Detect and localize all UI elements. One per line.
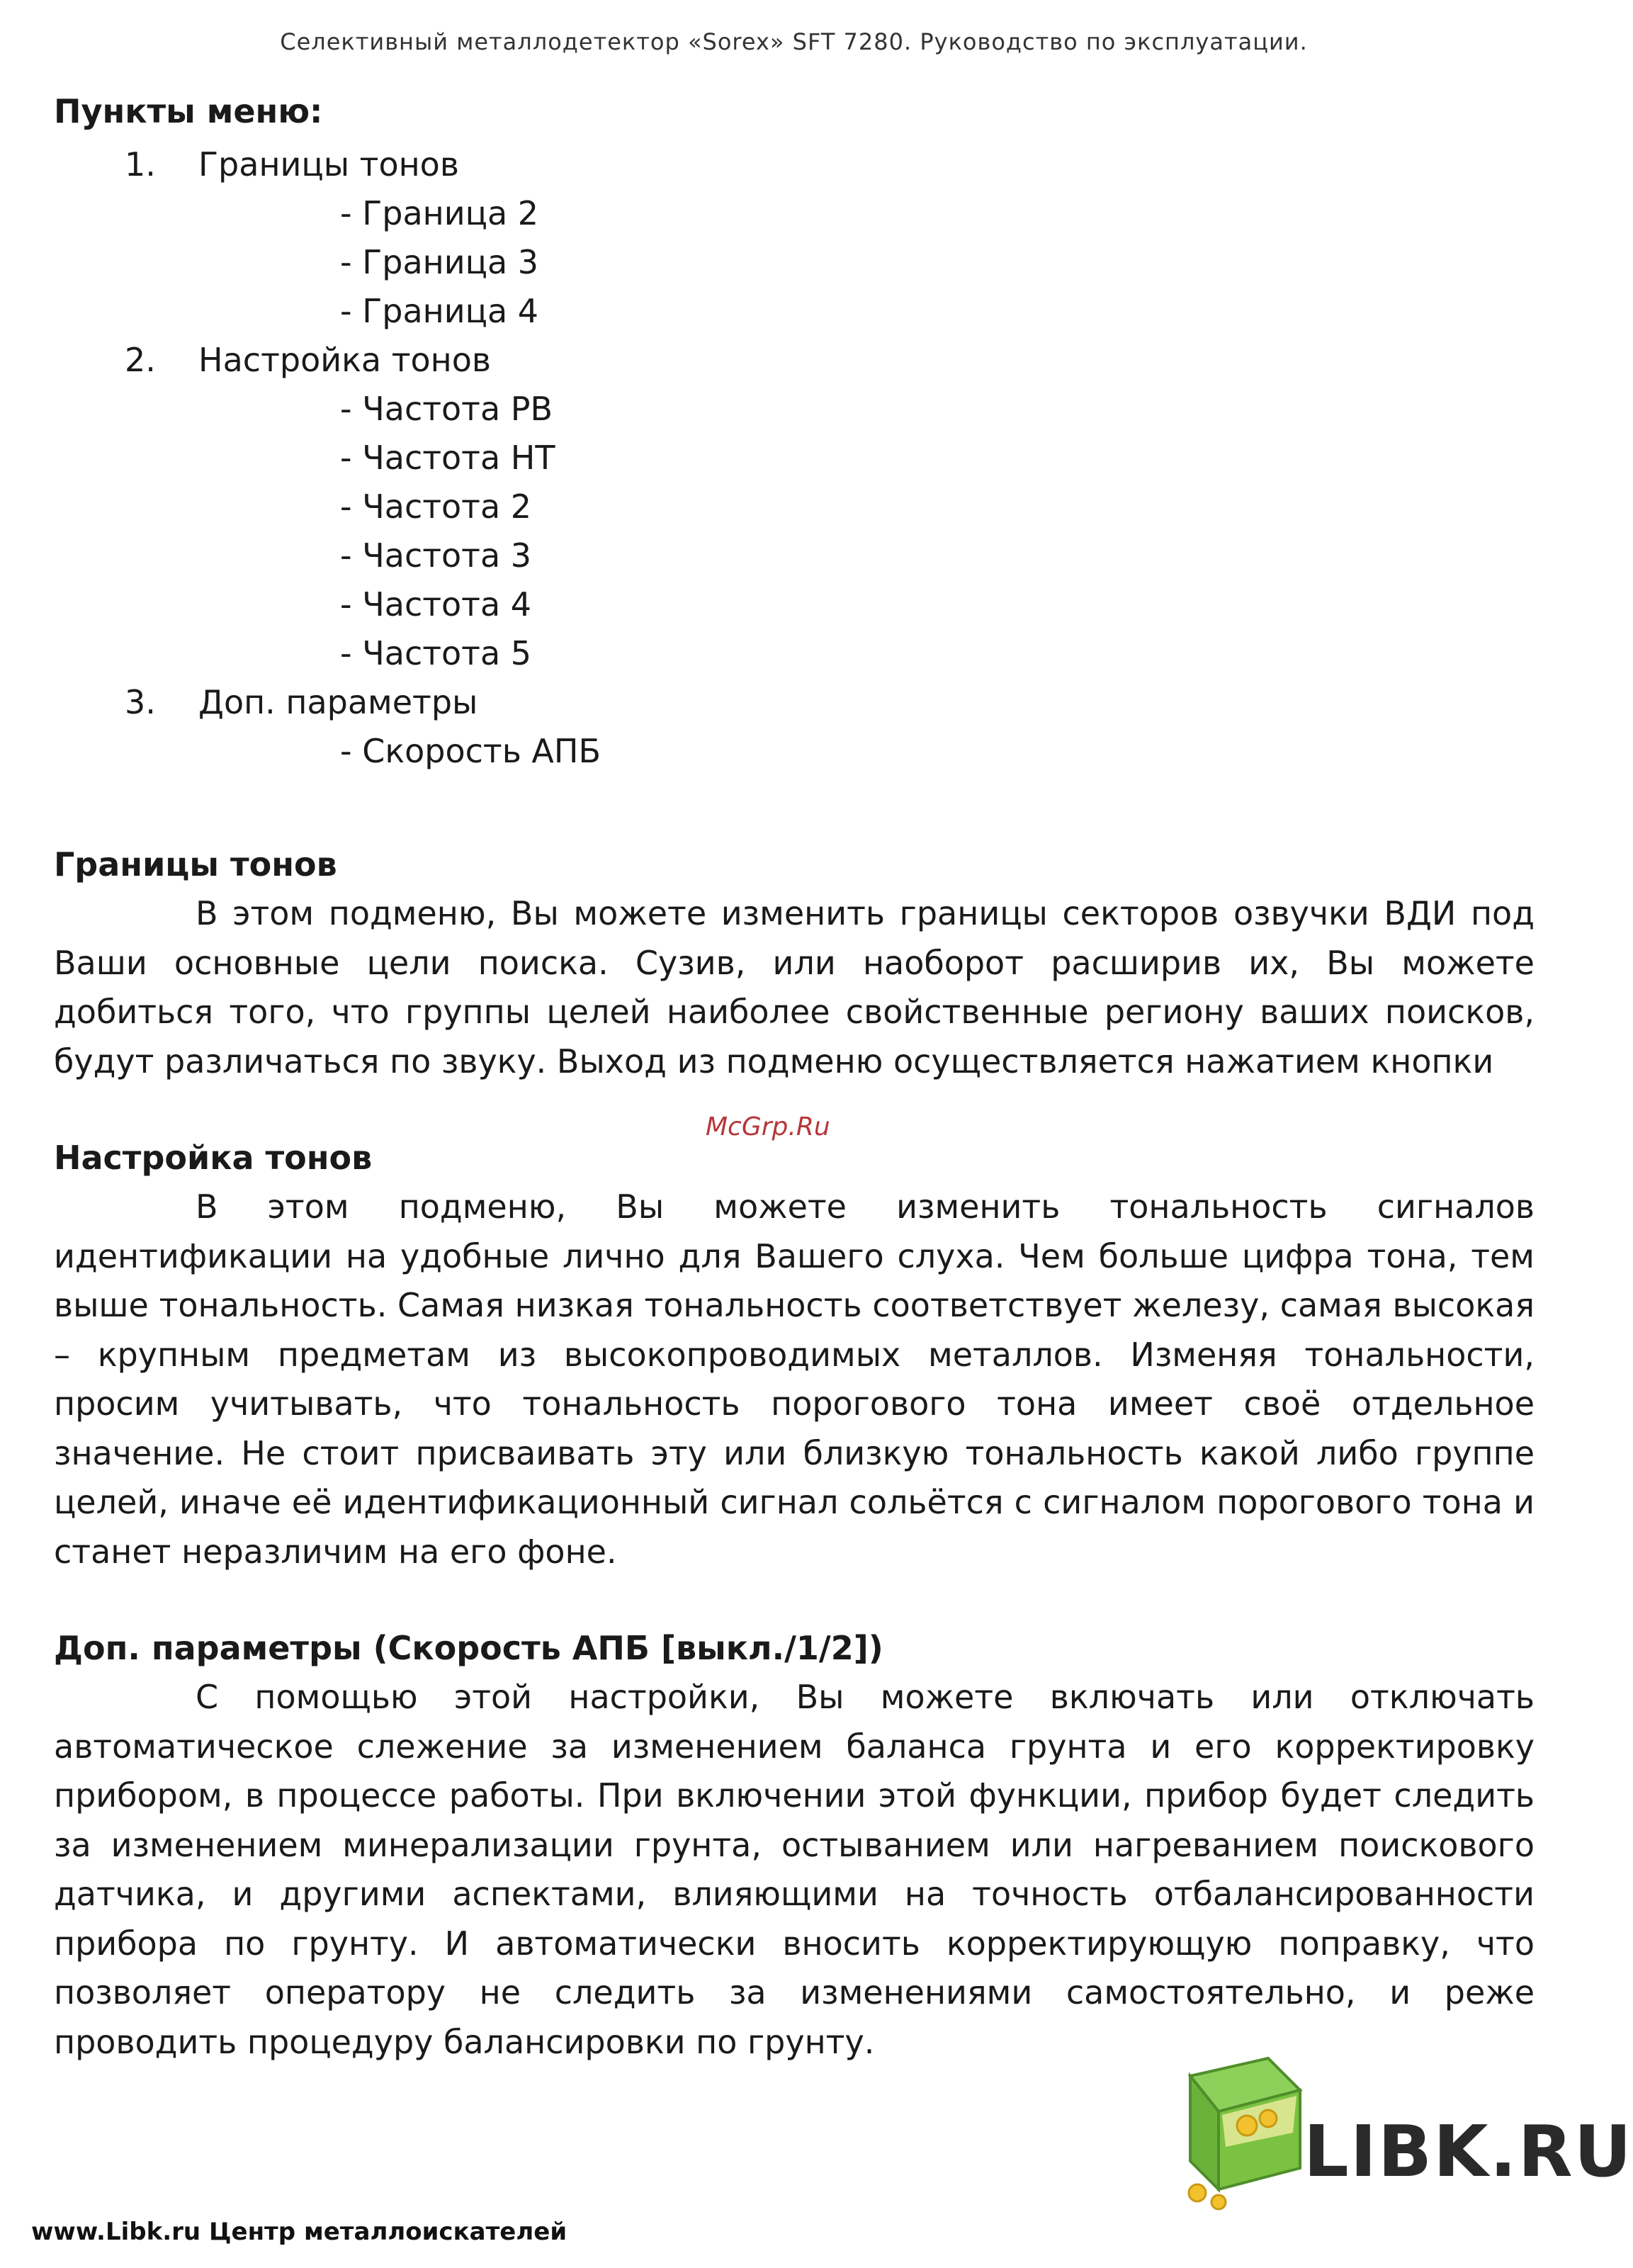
section-tone-borders <box>54 840 1535 1086</box>
section-tone-settings <box>54 1134 1535 1576</box>
section-title: Границы тонов <box>54 845 337 884</box>
menu-item-label: Настройка тонов <box>198 341 491 379</box>
section-title: Доп. параметры (Скорость АПБ [выкл./1/2]) <box>54 1629 883 1667</box>
menu-item-label: Границы тонов <box>198 145 459 184</box>
menu-item-number: 2. <box>125 341 156 379</box>
libk-logo <box>1169 2048 1633 2211</box>
page-header: Селективный металлодетектор «Sorex» SFT 7280. Руководство по эксплуатации. <box>280 28 1308 55</box>
section-text: В этом подменю, Вы можете изменить тональность сигналов идентификации на удобные лично для Вашего слуха. Чем больше цифра тона, тем выше тональность. Самая низкая тональность соответствует железу, самая высокая – крупным предметам из высокопроводимых металлов. Изменяя тональности, просим учитывать, что тональность порогового тона имеет своё отдельное значение. Не стоит присваивать эту или близкую тональность какой либо группе целей, иначе её идентификационный сигнал сольётся с сигналом порогового тона и станет неразличим на его фоне. <box>54 1187 1535 1571</box>
watermark: McGrp.Ru <box>706 1112 830 1141</box>
submenu-item: - Частота НТ <box>340 439 555 477</box>
section-text: С помощью этой настройки, Вы можете включать или отключать автоматическое слежение за изменением баланса грунта и его корректировку прибором, в процессе работы. При включении этой функции, прибор будет следить за изменением минерализации грунта, остыванием или нагреванием поискового датчика, и другими аспектами, влияющими на точность отбалансированности прибора по грунту. И автоматически вносить корректирующую поправку, что позволяет оператору не следить за изменениями самостоятельно, и реже проводить процедуру балансировки по грунту. <box>54 1678 1535 2061</box>
section-title: Настройка тонов <box>54 1139 373 1177</box>
submenu-item: - Граница 2 <box>340 194 539 232</box>
menu-item-number: 1. <box>125 145 156 184</box>
menu-title: Пункты меню: <box>54 92 323 130</box>
menu-list <box>54 140 1542 776</box>
menu-item <box>54 140 1542 189</box>
submenu-item: - Частота РВ <box>340 390 553 428</box>
menu-item <box>54 336 1542 385</box>
treasure-chest-icon <box>1169 2048 1311 2211</box>
menu-item <box>54 678 1542 727</box>
footer-text: www.Libk.ru Центр металлоискателей <box>31 2218 567 2246</box>
logo-text: LIBK.RU <box>1304 2110 1633 2193</box>
submenu-item: - Частота 2 <box>340 487 532 526</box>
section-extra-params <box>54 1624 1535 2067</box>
submenu-item: - Скорость АПБ <box>340 732 601 770</box>
section-text: В этом подменю, Вы можете изменить границы секторов озвучки ВДИ под Ваши основные цели поиска. Сузив, или наоборот расширив их, Вы можете добиться того, что группы целей наиболее свойственные региону ваших поисков, будут различаться по звуку. Выход из подменю осуществляется нажатием кнопки <box>54 894 1535 1081</box>
submenu-item: - Граница 4 <box>340 292 539 330</box>
submenu-item: - Частота 4 <box>340 585 532 624</box>
submenu-item: - Частота 5 <box>340 634 532 672</box>
menu-item-number: 3. <box>125 683 156 721</box>
menu-item-label: Доп. параметры <box>198 683 478 721</box>
submenu-item: - Частота 3 <box>340 536 532 575</box>
submenu-item: - Граница 3 <box>340 243 539 281</box>
